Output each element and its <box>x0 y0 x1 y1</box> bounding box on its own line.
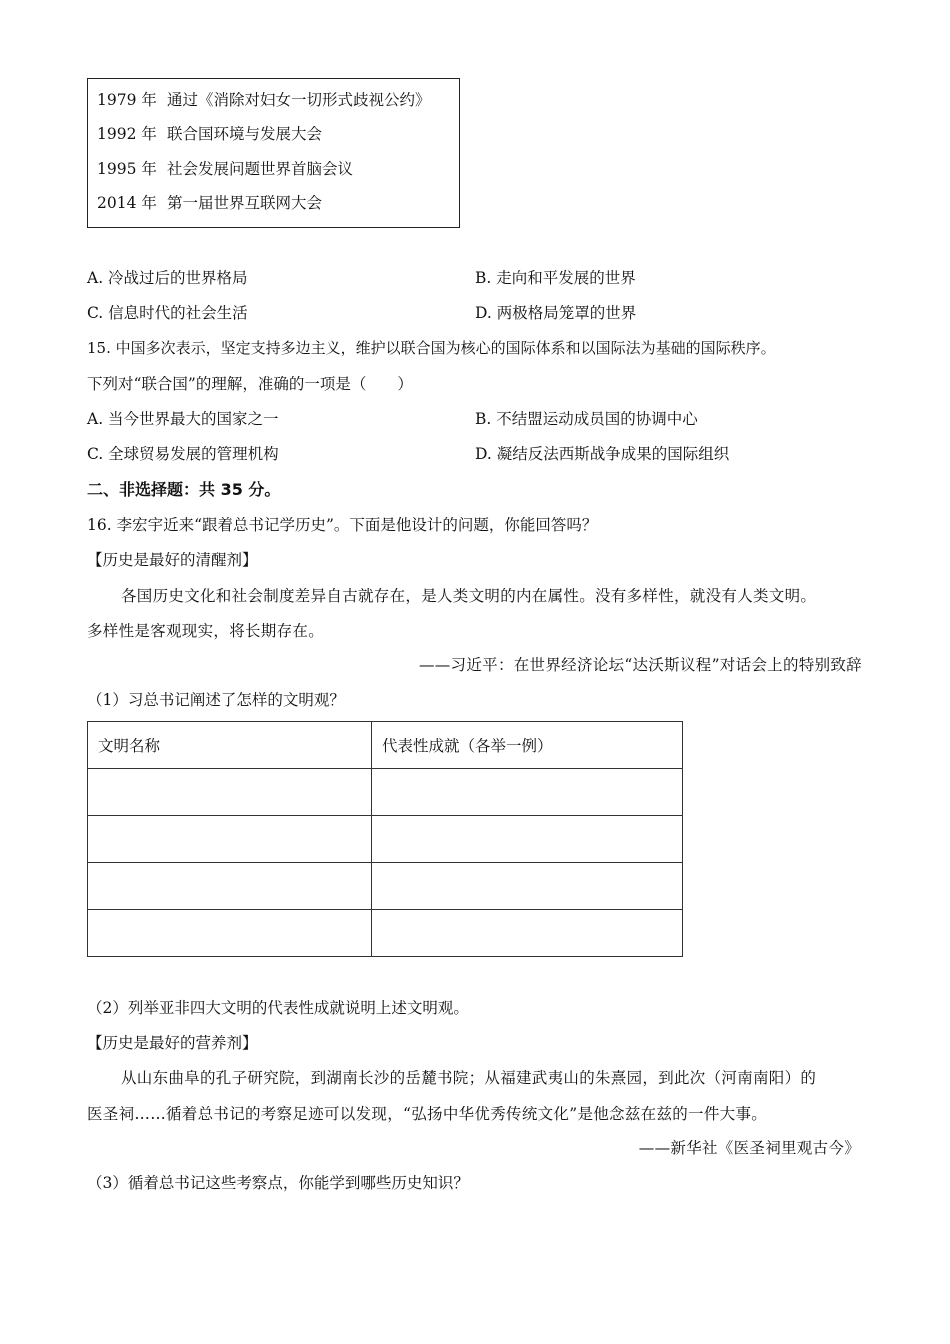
answer-cell[interactable] <box>372 863 683 910</box>
answer-cell[interactable] <box>88 769 372 816</box>
event-row <box>97 90 431 110</box>
event-year: 1979 年 <box>97 91 157 109</box>
table-row <box>88 863 683 910</box>
quote1-source: ——习近平：在世界经济论坛“达沃斯议程”对话会上的特别致辞 <box>418 656 862 674</box>
q14-option-c: C. 信息时代的社会生活 <box>87 304 248 322</box>
answer-table <box>87 721 683 957</box>
quote1-line1: 各国历史文化和社会制度差异自古就存在，是人类文明的内在属性。没有多样性，就没有人类文明。 <box>121 587 817 605</box>
table-row <box>88 910 683 957</box>
table-row <box>88 816 683 863</box>
event-year: 1992 年 <box>97 125 157 143</box>
table-header-achievement: 代表性成就（各举一例） <box>372 722 683 769</box>
section-title: 二、非选择题：共 35 分。 <box>87 480 281 499</box>
part1-heading: 【历史是最好的清醒剂】 <box>87 551 258 569</box>
quote2-source: ——新华社《医圣祠里观古今》 <box>638 1139 860 1157</box>
q14-option-b: B. 走向和平发展的世界 <box>475 269 636 287</box>
events-box <box>87 78 460 228</box>
q16-sub3: （3）循着总书记这些考察点，你能学到哪些历史知识？ <box>87 1174 469 1192</box>
q14-option-a: A. 冷战过后的世界格局 <box>87 269 248 287</box>
q15-stem-line1: 15. 中国多次表示，坚定支持多边主义，维护以联合国为核心的国际体系和以国际法为基础的国际秩序。 <box>87 339 776 357</box>
event-text: 联合国环境与发展大会 <box>167 125 323 143</box>
event-row <box>97 193 322 213</box>
q15-option-b: B. 不结盟运动成员国的协调中心 <box>475 410 698 428</box>
answer-cell[interactable] <box>372 816 683 863</box>
q15-option-a: A. 当今世界最大的国家之一 <box>87 410 279 428</box>
event-row <box>97 124 322 144</box>
q15-option-d: D. 凝结反法西斯战争成果的国际组织 <box>475 445 730 463</box>
table-header-civilization: 文明名称 <box>88 722 372 769</box>
answer-cell[interactable] <box>372 910 683 957</box>
event-row <box>97 159 353 179</box>
quote2-line1: 从山东曲阜的孔子研究院，到湖南长沙的岳麓书院；从福建武夷山的朱熹园，到此次（河南南阳）的 <box>121 1069 817 1087</box>
q16-sub1: （1）习总书记阐述了怎样的文明观？ <box>87 691 345 709</box>
part2-heading: 【历史是最好的营养剂】 <box>87 1034 258 1052</box>
table-header-row <box>88 722 683 769</box>
q15-option-c: C. 全球贸易发展的管理机构 <box>87 445 279 463</box>
event-year: 2014 年 <box>97 194 157 212</box>
event-year: 1995 年 <box>97 160 157 178</box>
answer-cell[interactable] <box>88 863 372 910</box>
table-row <box>88 769 683 816</box>
answer-cell[interactable] <box>88 816 372 863</box>
q14-option-d: D. 两极格局笼罩的世界 <box>475 304 637 322</box>
q15-stem-line2: 下列对“联合国”的理解，准确的一项是（ ） <box>87 375 413 393</box>
event-text: 通过《消除对妇女一切形式歧视公约》 <box>167 91 431 109</box>
q16-stem: 16. 李宏宇近来“跟着总书记学历史”。下面是他设计的问题，你能回答吗？ <box>87 516 598 534</box>
quote2-line2: 医圣祠……循着总书记的考察足迹可以发现，“弘扬中华优秀传统文化”是他念兹在兹的一件大事。 <box>87 1105 768 1123</box>
event-text: 第一届世界互联网大会 <box>167 194 323 212</box>
answer-cell[interactable] <box>372 769 683 816</box>
answer-cell[interactable] <box>88 910 372 957</box>
event-text: 社会发展问题世界首脑会议 <box>167 160 354 178</box>
quote1-line2: 多样性是客观现实，将长期存在。 <box>87 622 325 640</box>
q16-sub2: （2）列举亚非四大文明的代表性成就说明上述文明观。 <box>87 999 469 1017</box>
